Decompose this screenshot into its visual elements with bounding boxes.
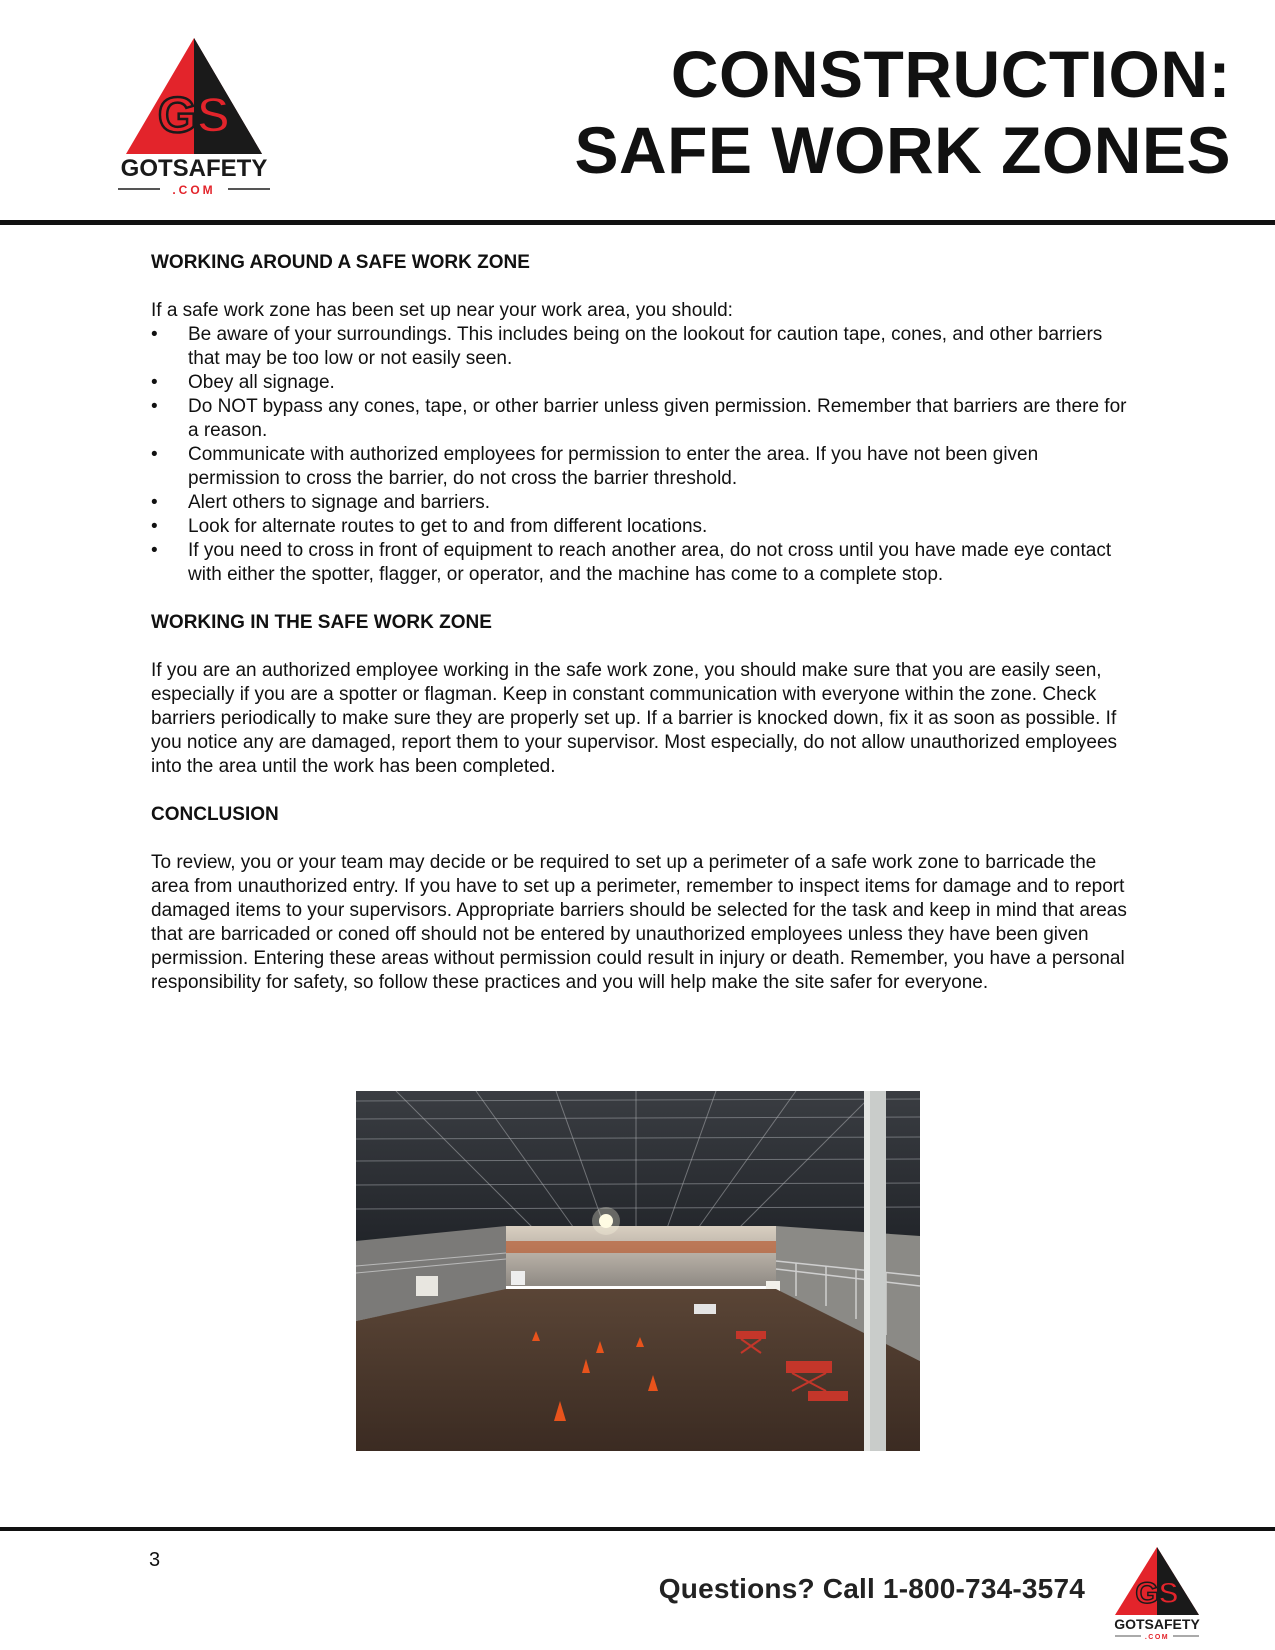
section-working-around [151,251,1131,587]
construction-site-photo-graphic [356,1091,920,1451]
bullet-list [151,323,1131,587]
list-item: • Be aware of your surroundings. This includes being on the lookout for caution tape, cones, and other barriers that may be too low or not easily seen. [151,323,1131,371]
logo-wordmark-text: GOTSAFETY [120,155,268,182]
construction-site-photo [356,1091,920,1451]
section-heading: WORKING AROUND A SAFE WORK ZONE [151,252,530,273]
logo-mark-text: GS [157,87,231,143]
gotsafety-logo-small-graphic [1107,1545,1207,1640]
document-body [151,251,1131,1019]
list-item: • Alert others to signage and barriers. [151,491,1131,515]
section-body: To review, you or your team may decide or be required to set up a perimeter of a safe work zone to barricade the area from unauthorized entry. If you have to set up a perimeter, remember to inspect items for damage and to report damaged items to your supervisors. Appropriate barriers should be selected for the task and keep in mind that areas that are barricaded or coned off should not be entered by unauthorized employees unless they have been given permission. Entering these areas without permission could result in injury or death. Remember, you have a personal responsibility for safety, so follow these practices and you will help make the site safer for everyone. [151,852,1127,993]
list-item: • Obey all signage. [151,371,1131,395]
section-intro: If a safe work zone has been set up near your work area, you should: [151,300,733,321]
gotsafety-logo-small [1107,1545,1207,1640]
list-item: • Communicate with authorized employees for permission to enter the area. If you have not been given permission to cross the barrier, do not cross the barrier threshold. [151,443,1131,491]
logo-suffix-text: .COM [172,183,216,196]
title-line-2: SAFE WORK ZONES [574,113,1231,187]
footer-phone-text: Questions? Call 1-800-734-3574 [658,1573,1085,1604]
logo-small-wordmark-text: GOTSAFETY [1114,1616,1200,1632]
list-item: • Do NOT bypass any cones, tape, or other barrier unless given permission. Remember that barriers are there for a reason. [151,395,1131,443]
logo-small-suffix-text: .COM [1144,1634,1170,1640]
page-title [574,36,1231,188]
section-conclusion [151,803,1131,995]
section-heading: CONCLUSION [151,804,279,825]
list-item: • Look for alternate routes to get to and from different locations. [151,515,1131,539]
header-divider [0,220,1275,225]
list-item: • If you need to cross in front of equipment to reach another area, do not cross until you have made eye contact with either the spotter, flagger, or operator, and the machine has come to a complete stop. [151,539,1131,587]
logo-small-mark-text: GS [1135,1577,1179,1610]
page-number: 3 [149,1549,161,1571]
footer-divider [0,1527,1275,1531]
section-heading: WORKING IN THE SAFE WORK ZONE [151,612,492,633]
gotsafety-logo [110,36,278,196]
gotsafety-logo-graphic [110,36,278,196]
section-body: If you are an authorized employee working in the safe work zone, you should make sure that you are easily seen, especially if you are a spotter or flagman. Keep in constant communication with everyone within the zone. Check barriers periodically to make sure they are properly set up. If a barrier is knocked down, fix it as soon as possible. If you notice any are damaged, report them to your supervisor. Most especially, do not allow unauthorized employees into the area until the work has been completed. [151,660,1118,777]
section-working-in [151,611,1131,779]
title-line-1: CONSTRUCTION: [670,37,1231,111]
